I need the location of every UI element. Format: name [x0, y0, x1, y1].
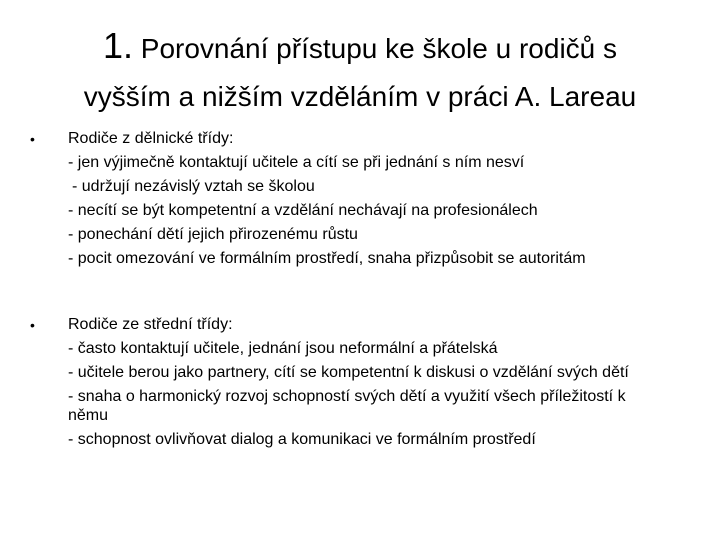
list-item: - snaha o harmonický rozvoj schopností svých dětí a využití všech příležitostí k němu [68, 388, 626, 424]
list-item: - necítí se být kompetentní a vzdělání nechávají na profesionálech [68, 202, 538, 219]
list-item: - schopnost ovlivňovat dialog a komunikaci ve formálním prostředí [68, 431, 536, 448]
list-item: - pocit omezování ve formálním prostředí, snaha přizpůsobit se autoritám [68, 250, 586, 267]
list-item: - ponechání dětí jejich přirozenému růstu [68, 226, 358, 243]
bullet-icon: • [30, 317, 35, 333]
title-line-1: Porovnání přístupu ke škole u rodičů s [140, 33, 618, 64]
section-middle-class [30, 313, 690, 452]
list-item: - často kontaktují učitele, jednání jsou neformální a přátelská [68, 340, 498, 357]
section-heading: Rodiče ze střední třídy: [68, 316, 233, 333]
list-item: - jen výjimečně kontaktují učitele a cítí se při jednání s ním nesví [68, 154, 525, 171]
title-line-2: vyšším a nižším vzděláním v práci A. Lareau [83, 81, 637, 112]
list-item: - učitele berou jako partnery, cítí se kompetentní k diskusi o vzdělání svých dětí [68, 364, 629, 381]
title-number: 1. [102, 25, 133, 66]
section-heading: Rodiče z dělnické třídy: [68, 130, 234, 147]
list-item: - udržují nezávislý vztah se školou [72, 178, 315, 195]
bullet-icon: • [30, 131, 35, 147]
slide-title [20, 22, 700, 121]
section-working-class [30, 127, 690, 271]
